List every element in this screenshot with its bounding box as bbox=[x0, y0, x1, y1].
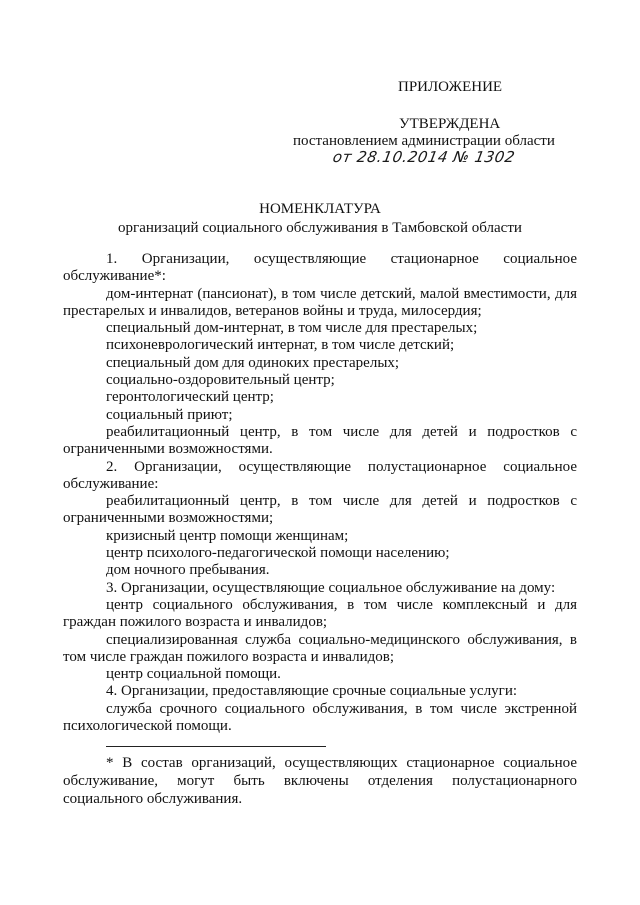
approved-label: УТВЕРЖДЕНА bbox=[399, 116, 501, 132]
section-4-heading: 4. Организации, предоставляющие срочные социальные услуги: bbox=[106, 683, 518, 700]
footnote-divider bbox=[106, 746, 326, 747]
list-item: реабилитационный центр, в том числе для детей и подростков с ограниченными возможностями; bbox=[63, 493, 577, 527]
list-item: центр психолого-педагогической помощи населению; bbox=[106, 545, 450, 562]
list-item: реабилитационный центр, в том числе для детей и подростков с ограниченными возможностями. bbox=[63, 423, 577, 458]
list-item: психоневрологический интернат, в том числе детский; bbox=[106, 337, 455, 354]
handwritten-date-signature: от 28.10.2014 № 1302 bbox=[331, 148, 517, 166]
nomenclature-list bbox=[63, 251, 577, 735]
list-item: специальный дом-интернат, в том числе для престарелых; bbox=[106, 320, 478, 337]
list-item: геронтологический центр; bbox=[106, 389, 274, 406]
list-item: специализированная служба социально-медицинского обслуживания, в том числе граждан пожилого возраста и инвалидов; bbox=[63, 631, 577, 665]
list-item: центр социального обслуживания, в том числе комплексный и для граждан пожилого возраста и инвалидов; bbox=[63, 596, 577, 631]
section-3-heading: 3. Организации, осуществляющие социальное обслуживание на дому: bbox=[106, 579, 556, 596]
document-subtitle: организаций социального обслуживания в Тамбовской области bbox=[118, 220, 522, 236]
list-item: социальный приют; bbox=[106, 406, 233, 423]
list-item: дом-интернат (пансионат), в том числе детский, малой вместимости, для престарелых и инвалидов, ветеранов войны и труда, милосердия; bbox=[63, 285, 577, 319]
list-item: центр социальной помощи. bbox=[106, 666, 281, 683]
decree-line: постановлением администрации области bbox=[293, 133, 555, 149]
section-2-heading: 2. Организации, осуществляющие полустационарное социальное обслуживание: bbox=[63, 458, 577, 492]
list-item: специальный дом для одиноких престарелых; bbox=[106, 354, 400, 371]
footnote-text: * В состав организаций, осуществляющих стационарное социальное обслуживание, могут быть включены отделения полустационарного социального обслуживания. bbox=[63, 755, 577, 807]
section-1-heading: 1. Организации, осуществляющие стационарное социальное обслуживание*: bbox=[63, 251, 577, 285]
list-item: социально-оздоровительный центр; bbox=[106, 372, 335, 389]
document-title: НОМЕНКЛАТУРА bbox=[259, 201, 381, 217]
list-item: кризисный центр помощи женщинам; bbox=[106, 527, 349, 544]
footnote bbox=[63, 754, 577, 808]
list-item: служба срочного социального обслуживания, в том числе экстренной психологической помощи. bbox=[63, 700, 577, 735]
appendix-label: ПРИЛОЖЕНИЕ bbox=[398, 79, 503, 95]
list-item: дом ночного пребывания. bbox=[106, 562, 270, 579]
